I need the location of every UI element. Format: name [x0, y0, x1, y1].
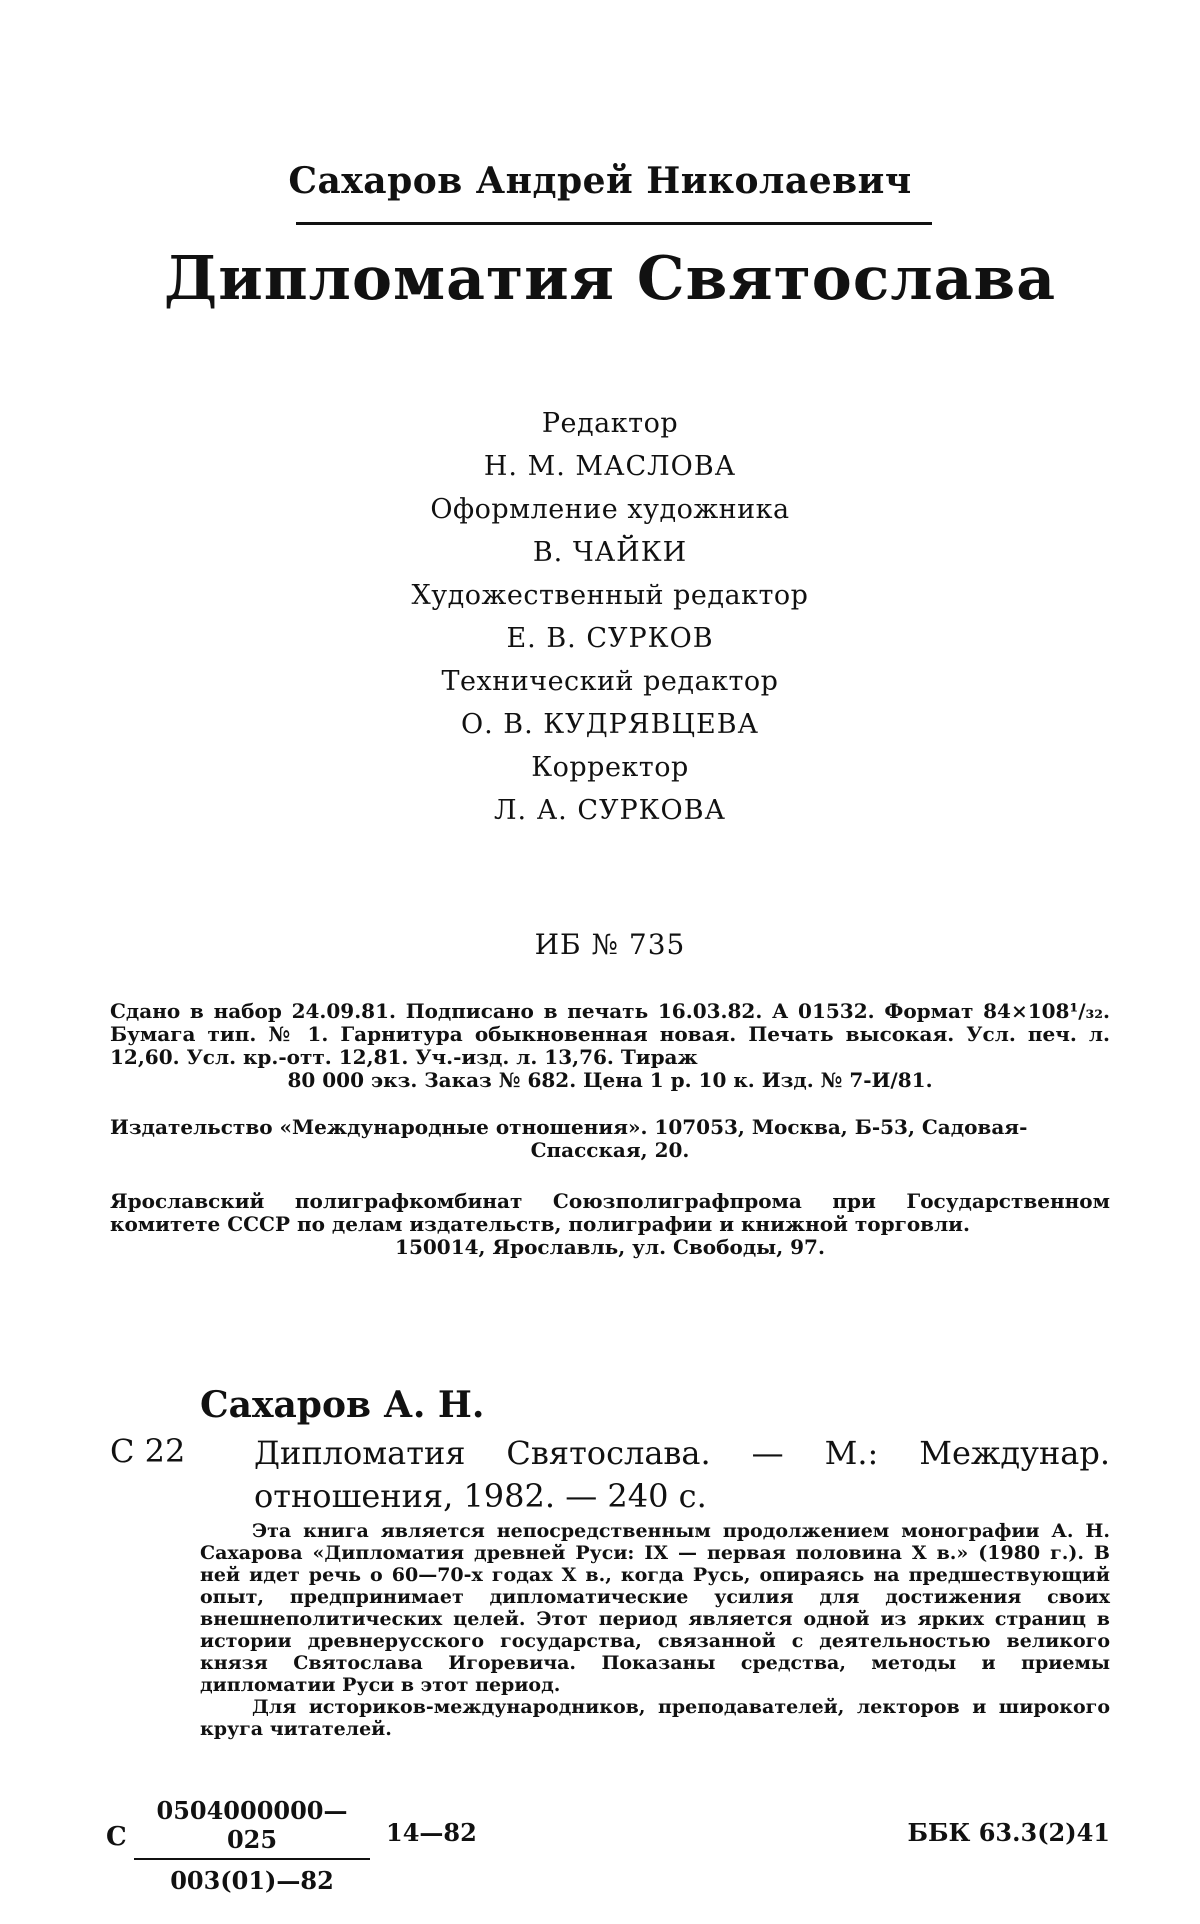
publisher-last-line: Спасская, 20. — [530, 1138, 690, 1162]
print-info — [110, 1000, 1110, 1092]
credit-role-design: Оформление художника — [430, 494, 790, 525]
classification-fraction — [134, 1796, 370, 1895]
catalog-index: С 22 — [110, 1432, 186, 1470]
publisher-info — [110, 1116, 1110, 1162]
annotation-audience: Для историков-международников, преподавателей, лекторов и широкого круга читателей. — [200, 1696, 1110, 1740]
credit-role-art-editor: Художественный редактор — [411, 580, 809, 611]
classification-denominator: 003(01)—82 — [170, 1866, 334, 1895]
author-name: Сахаров Андрей Николаевич — [288, 160, 912, 202]
classification-numerator: 0504000000—025 — [134, 1796, 370, 1860]
credit-role-tech-editor: Технический редактор — [441, 666, 779, 697]
credit-role-proofreader: Корректор — [531, 752, 689, 783]
credit-role-editor: Редактор — [541, 408, 679, 439]
publisher-text: Издательство «Международные отношения». 107053, Москва, Б-53, Садовая- — [110, 1115, 1028, 1139]
book-title: Дипломатия Святослава — [163, 244, 1057, 314]
classification-code: 14—82 — [386, 1818, 477, 1847]
credit-person-tech-editor: О. В. КУДРЯВЦЕВА — [460, 709, 760, 740]
ib-number: ИБ № 735 — [534, 928, 686, 961]
credits-block — [300, 402, 920, 832]
credit-person-editor: Н. М. МАСЛОВА — [483, 451, 737, 482]
print-info-last-line: 80 000 экз. Заказ № 682. Цена 1 р. 10 к. Изд. № 7-И/81. — [287, 1068, 933, 1092]
printer-info — [110, 1190, 1110, 1259]
credit-person-proofreader: Л. А. СУРКОВА — [494, 795, 726, 826]
bbk-code: ББК 63.3(2)41 — [907, 1818, 1110, 1847]
credit-person-art-editor: Е. В. СУРКОВ — [506, 623, 714, 654]
annotation-paragraph: Эта книга является непосредственным продолжением монографии А. Н. Сахарова «Дипломатия древней Руси: IX — первая половина X в.» (1980 г.). В ней идет речь о 60—70-х годах X в., когда Русь, опираясь на предшествующий опыт, предпринимает дипломатические усилия для достижения своих внешнеполитических целей. Этот период является одной из ярких страниц в истории древнерусского государства, связанной с деятельностью великого князя Святослава Игоревича. Показаны средства, методы и приемы дипломатии Руси в этот период. — [200, 1520, 1110, 1696]
catalog-description: Дипломатия Святослава. — М.: Междунар. отношения, 1982. — 240 с. — [254, 1434, 1110, 1515]
classification-letter: С — [106, 1822, 127, 1852]
catalog-annotation — [200, 1520, 1110, 1740]
credit-person-design: В. ЧАЙКИ — [532, 537, 688, 568]
printer-last-line: 150014, Ярославль, ул. Свободы, 97. — [395, 1235, 825, 1259]
catalog-author: Сахаров А. Н. — [200, 1384, 485, 1426]
print-info-text: Сдано в набор 24.09.81. Подписано в печать 16.03.82. А 01532. Формат 84×108¹/₃₂. Бумага тип. № 1. Гарнитура обыкновенная новая. Печать высокая. Усл. печ. л. 12,60. Усл. кр.-отт. 12,81. Уч.-изд. л. 13,76. Тираж — [110, 999, 1110, 1069]
title-rule — [296, 222, 932, 225]
printer-text: Ярославский полиграфкомбинат Союзполиграфпрома при Государственном комитете СССР по делам издательств, полиграфии и книжной торговли. — [110, 1189, 1110, 1236]
